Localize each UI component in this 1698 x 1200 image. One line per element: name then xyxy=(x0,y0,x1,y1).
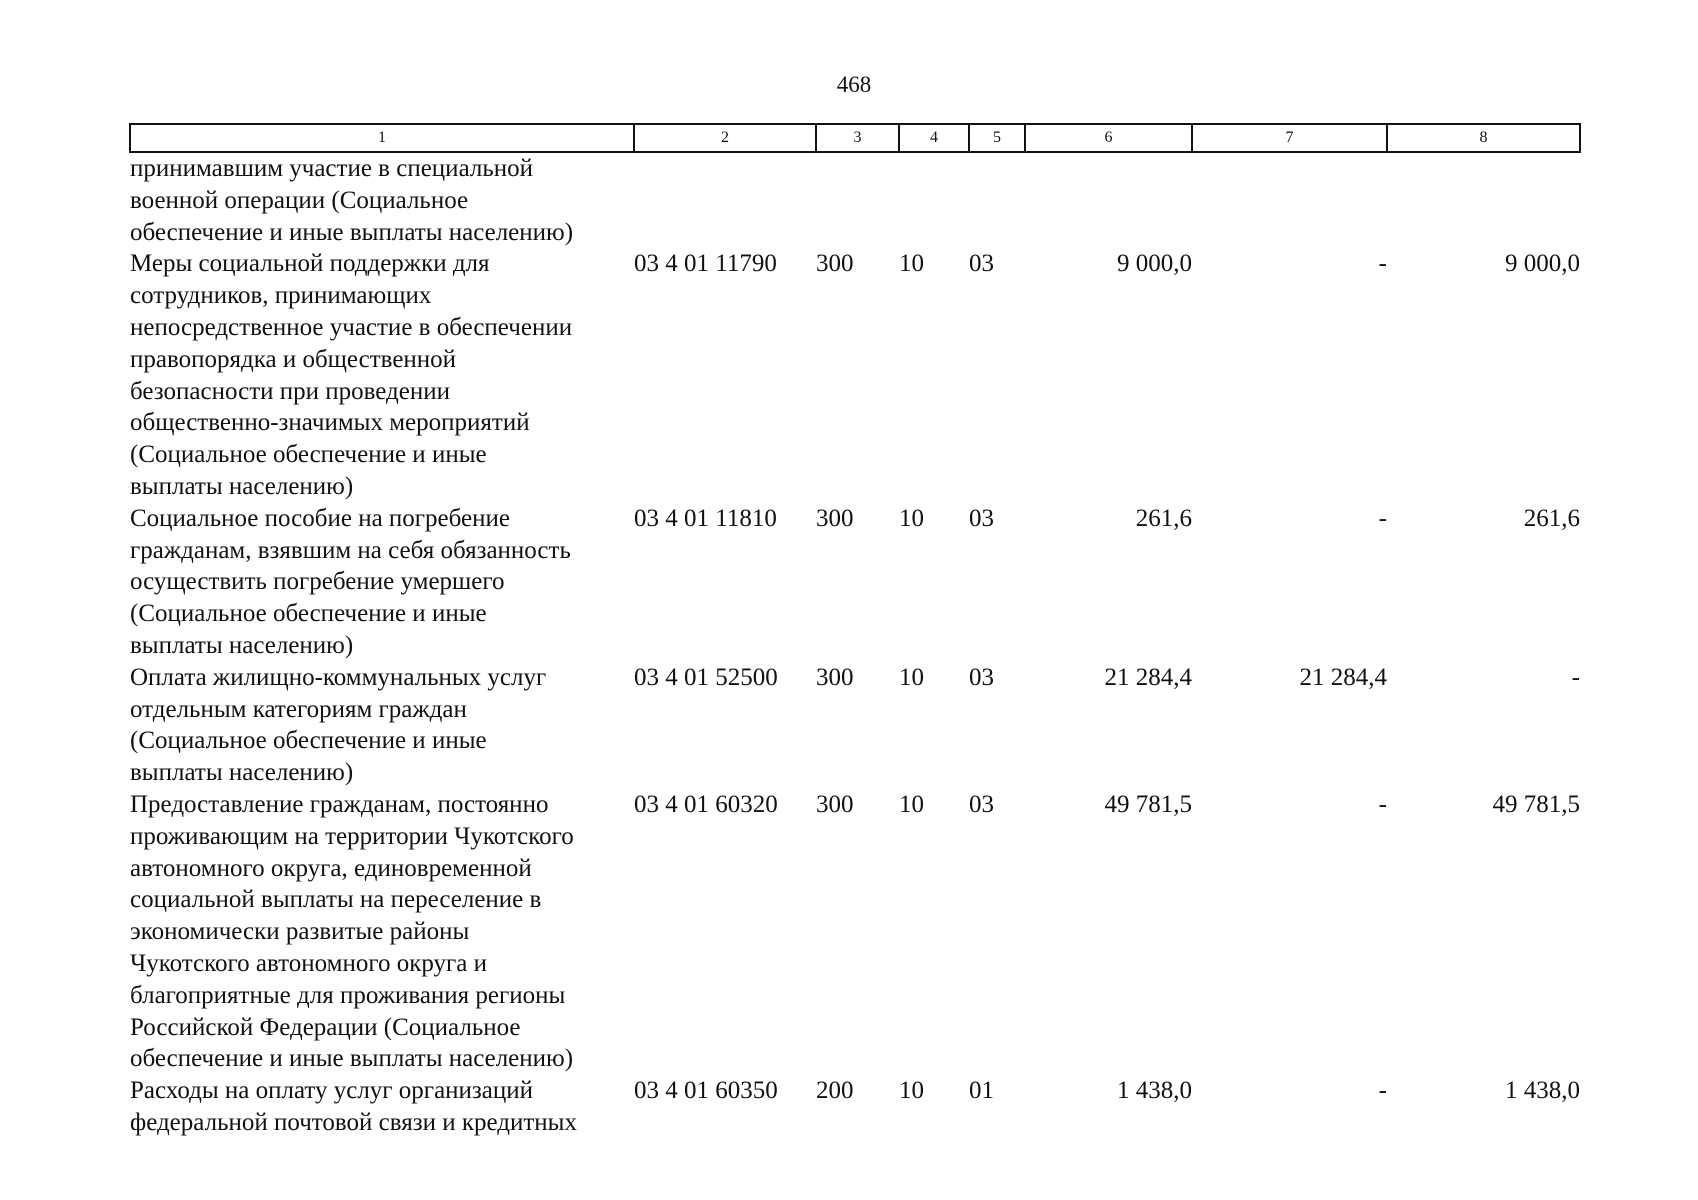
section-code: 10 xyxy=(899,1077,924,1105)
column-number-header: 6 xyxy=(1025,124,1192,152)
subsection-code: 03 xyxy=(969,790,994,818)
federal-amount: - xyxy=(1378,504,1387,532)
expense-description xyxy=(130,248,634,502)
section-code xyxy=(899,152,969,248)
total-amount: 21 284,4 xyxy=(1104,663,1192,691)
expense-description xyxy=(130,152,634,248)
table-row xyxy=(130,662,1580,789)
target-article-code: 03 4 01 60350 xyxy=(634,1077,778,1105)
regional-amount: 1 438,0 xyxy=(1505,1077,1580,1105)
regional-amount: 49 781,5 xyxy=(1492,790,1580,818)
column-number-header: 4 xyxy=(899,124,969,152)
total-amount xyxy=(1025,152,1192,248)
description-line: осуществить погребение умершего xyxy=(130,568,505,596)
description-line: автономного округа, единовременной xyxy=(130,854,532,882)
expense-type-code: 300 xyxy=(816,663,854,691)
federal-amount: - xyxy=(1378,1077,1387,1105)
description-line: гражданам, взявшим на себя обязанность xyxy=(130,536,571,564)
column-number-header: 1 xyxy=(130,124,634,152)
regional-amount: 9 000,0 xyxy=(1505,250,1580,278)
regional-amount: - xyxy=(1571,663,1580,691)
federal-amount: 21 284,4 xyxy=(1299,663,1387,691)
total-amount: 1 438,0 xyxy=(1117,1077,1192,1105)
expense-type-code xyxy=(816,152,899,248)
target-article-code: 03 4 01 11790 xyxy=(634,250,777,278)
federal-amount: - xyxy=(1378,250,1387,278)
column-number-header: 3 xyxy=(816,124,899,152)
description-line: принимавшим участие в специальной xyxy=(130,155,534,182)
subsection-code: 03 xyxy=(969,663,994,691)
description-line: социальной выплаты на переселение в xyxy=(130,886,542,914)
subsection-code: 01 xyxy=(969,1077,994,1105)
description-line: (Социальное обеспечение и иные xyxy=(130,727,487,755)
expense-description xyxy=(130,1075,634,1139)
expense-type-code: 200 xyxy=(816,1077,854,1105)
column-number-row xyxy=(130,124,1580,152)
column-number-header: 2 xyxy=(634,124,816,152)
description-line: (Социальное обеспечение и иные xyxy=(130,441,487,469)
description-line: федеральной почтовой связи и кредитных xyxy=(130,1108,577,1136)
description-line: выплаты населению) xyxy=(130,759,354,787)
section-code: 10 xyxy=(899,504,924,532)
table-row xyxy=(130,1075,1580,1139)
description-line: Меры социальной поддержки для xyxy=(130,250,490,278)
expense-type-code: 300 xyxy=(816,250,854,278)
target-article-code: 03 4 01 52500 xyxy=(634,663,778,691)
table-row xyxy=(130,152,1580,248)
description-line: проживающим на территории Чукотского xyxy=(130,822,574,850)
table-row xyxy=(130,789,1580,1075)
description-line: выплаты населению) xyxy=(130,472,354,500)
subsection-code xyxy=(969,152,1025,248)
description-line: безопасности при проведении xyxy=(130,377,451,405)
column-number-header: 5 xyxy=(969,124,1025,152)
federal-amount xyxy=(1192,152,1387,248)
federal-amount: - xyxy=(1378,790,1387,818)
section-code: 10 xyxy=(899,790,924,818)
description-line: обеспечение и иные выплаты населению) xyxy=(130,218,574,246)
target-article-code: 03 4 01 11810 xyxy=(634,504,777,532)
section-code: 10 xyxy=(899,250,924,278)
description-line: правопорядка и общественной xyxy=(130,345,457,373)
table-row xyxy=(130,503,1580,662)
description-line: Чукотского автономного округа и xyxy=(130,949,488,977)
target-article-code xyxy=(634,152,816,248)
description-line: отдельным категориям граждан xyxy=(130,695,467,723)
expense-description xyxy=(130,662,634,789)
description-line: Оплата жилищно-коммунальных услуг xyxy=(130,663,547,691)
total-amount: 9 000,0 xyxy=(1117,250,1192,278)
description-line: непосредственное участие в обеспечении xyxy=(130,313,573,341)
description-line: сотрудников, принимающих xyxy=(130,282,432,310)
table-row xyxy=(130,248,1580,502)
page-number: 468 xyxy=(836,72,872,97)
target-article-code: 03 4 01 60320 xyxy=(634,790,778,818)
description-line: (Социальное обеспечение и иные xyxy=(130,600,487,628)
expense-type-code: 300 xyxy=(816,790,854,818)
regional-amount xyxy=(1387,152,1580,248)
description-line: общественно-значимых мероприятий xyxy=(130,409,530,437)
description-line: Социальное пособие на погребение xyxy=(130,504,510,532)
subsection-code: 03 xyxy=(969,250,994,278)
description-line: экономически развитые районы xyxy=(130,918,470,946)
section-code: 10 xyxy=(899,663,924,691)
regional-amount: 261,6 xyxy=(1523,504,1580,532)
description-line: обеспечение и иные выплаты населению) xyxy=(130,1045,574,1073)
description-line: Расходы на оплату услуг организаций xyxy=(130,1077,534,1105)
expense-type-code: 300 xyxy=(816,504,854,532)
column-number-header: 7 xyxy=(1192,124,1387,152)
description-line: военной операции (Социальное xyxy=(130,186,469,214)
table-body xyxy=(130,152,1580,1139)
expense-description xyxy=(130,503,634,662)
description-line: выплаты населению) xyxy=(130,631,354,659)
expense-description xyxy=(130,789,634,1075)
description-line: Предоставление гражданам, постоянно xyxy=(130,790,549,818)
budget-table xyxy=(129,123,1581,1139)
total-amount: 49 781,5 xyxy=(1104,790,1192,818)
total-amount: 261,6 xyxy=(1135,504,1192,532)
column-number-header: 8 xyxy=(1387,124,1580,152)
description-line: Российской Федерации (Социальное xyxy=(130,1013,521,1041)
subsection-code: 03 xyxy=(969,504,994,532)
description-line: благоприятные для проживания регионы xyxy=(130,981,566,1009)
